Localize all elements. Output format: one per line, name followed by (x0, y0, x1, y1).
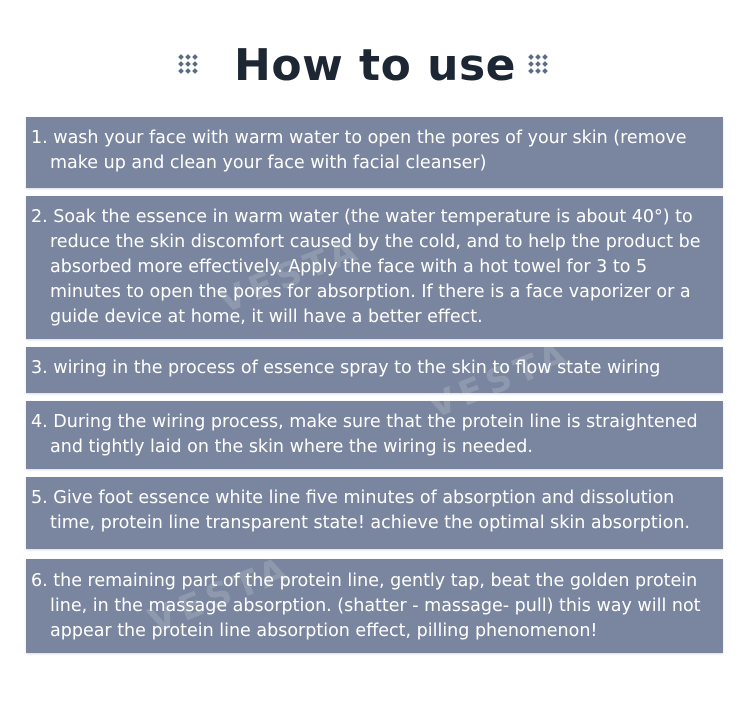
header (0, 36, 750, 96)
instruction-step-4: 4. During the wiring process, make sure that the protein line is straightened and tightly laid on the skin where the wiring is needed. (26, 401, 723, 469)
dot-grid-icon (527, 53, 553, 79)
instruction-step-1: 1. wash your face with warm water to open the pores of your skin (remove make up and clean your face with facial cleanser) (26, 117, 723, 188)
instruction-step-5: 5. Give foot essence white line five minutes of absorption and dissolution time, protein line transparent state! achieve the optimal skin absorption. (26, 477, 723, 549)
page-title: How to use (234, 40, 516, 91)
instruction-step-2: 2. Soak the essence in warm water (the water temperature is about 40°) to reduce the skin discomfort caused by the cold, and to help the product be absorbed more effectively. Apply the face with a hot towel for 3 to 5 minutes to open the pores for absorption. If there is a face vaporizer or a guide device at home, it will have a better effect. (26, 196, 723, 339)
instruction-list (26, 117, 723, 661)
instruction-step-6: 6. the remaining part of the protein line, gently tap, beat the golden protein line, in the massage absorption. (shatter - massage- pull) this way will not appear the protein line absorption effect, pilling phenomenon! (26, 559, 723, 653)
instruction-step-3: 3. wiring in the process of essence spray to the skin to flow state wiring (26, 347, 723, 393)
